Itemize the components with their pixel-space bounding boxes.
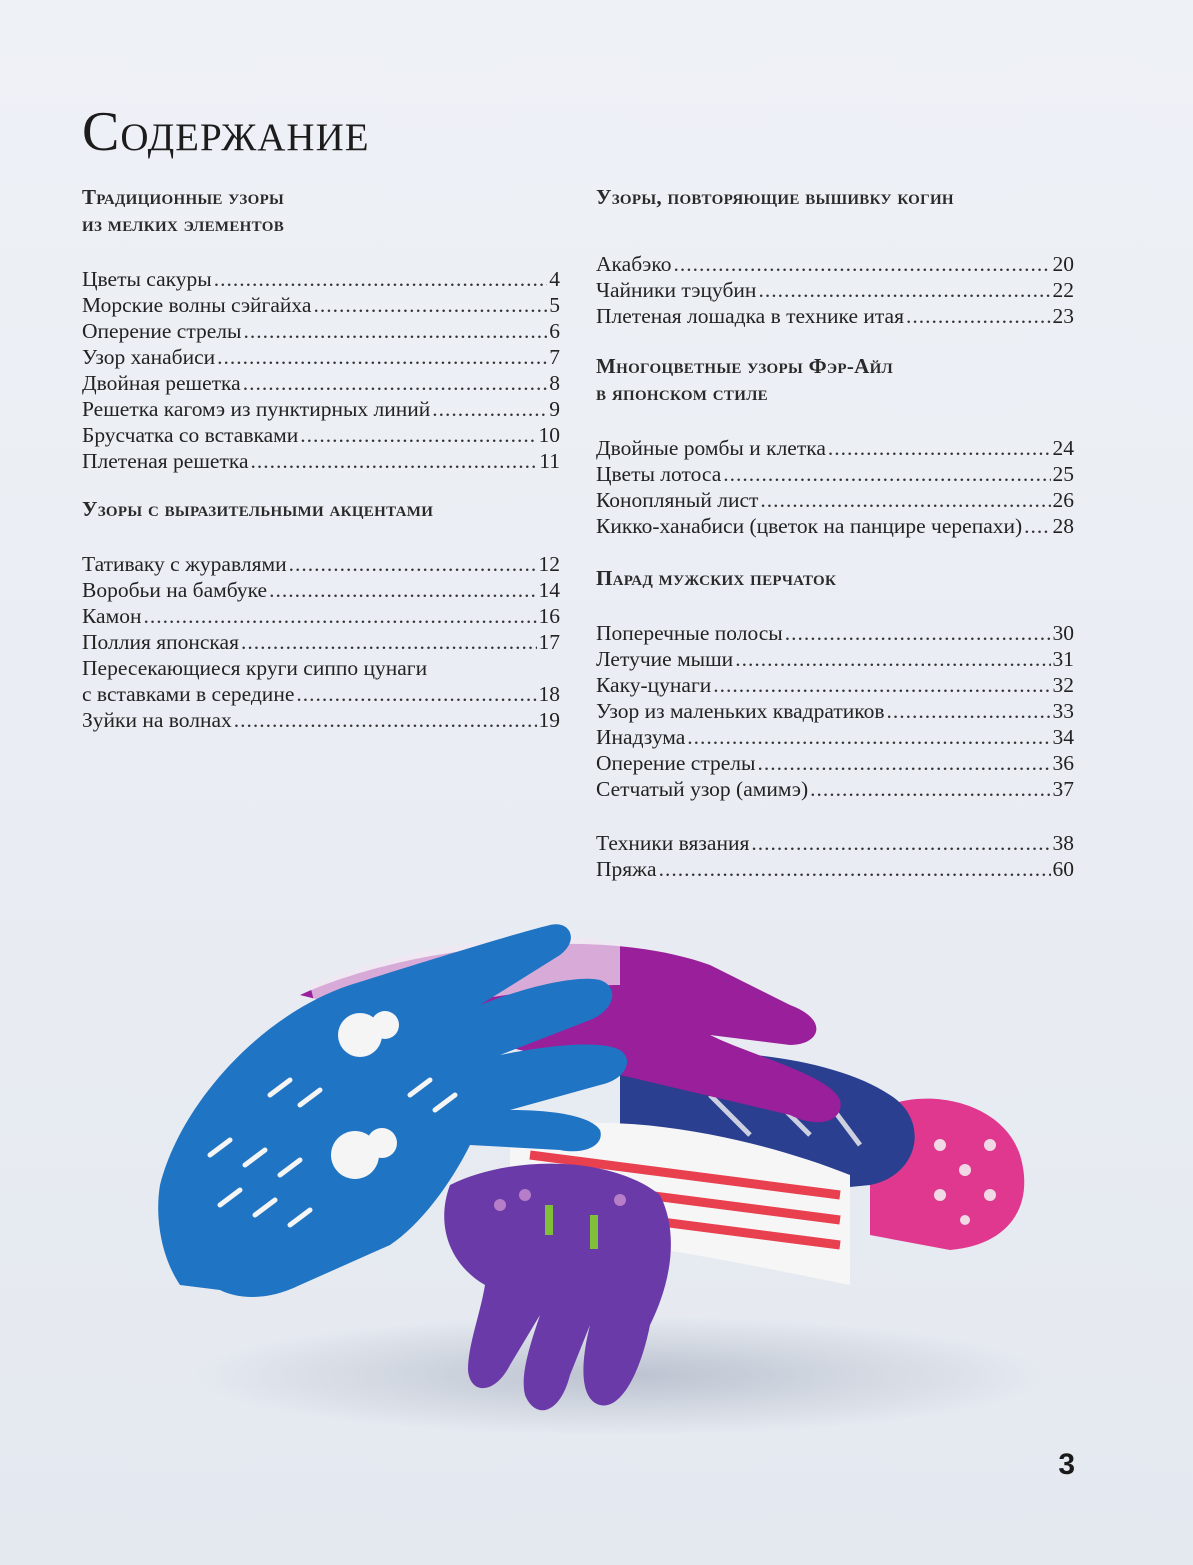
dot-leader <box>785 620 1051 646</box>
toc-entry-page: 17 <box>538 630 560 654</box>
section-heading-line: из мелких элементов <box>82 212 285 236</box>
toc-entry[interactable] <box>596 487 1074 513</box>
section-heading-line: Парад мужских перчаток <box>596 566 837 590</box>
toc-entry[interactable] <box>82 370 560 396</box>
toc-entry-label: Узор ханабиси <box>82 345 216 369</box>
toc-entry[interactable] <box>82 318 560 344</box>
toc-entry-label: Чайники тэцубин <box>596 278 757 302</box>
toc-entry-page: 23 <box>1052 304 1074 328</box>
toc-entry-page: 30 <box>1052 621 1074 645</box>
toc-entry-label: Конопляный лист <box>596 488 759 512</box>
dot-leader <box>751 830 1050 856</box>
toc-entry-page: 7 <box>549 345 560 369</box>
toc-entry[interactable] <box>82 603 560 629</box>
toc-entry-label: Кикко-ханабиси (цветок на панцире черепахи) <box>596 514 1023 538</box>
toc-right-column <box>596 184 1074 882</box>
dot-leader <box>828 435 1051 461</box>
section-heading <box>596 565 1074 592</box>
toc-entry-page: 12 <box>538 552 560 576</box>
page-number: 3 <box>1058 1448 1075 1481</box>
toc-entry-page: 24 <box>1052 436 1074 460</box>
toc-entry[interactable] <box>596 830 1074 856</box>
toc-entry-page: 14 <box>538 578 560 602</box>
toc-entry-page: 4 <box>549 267 560 291</box>
toc-entry-list <box>596 435 1074 539</box>
dot-leader <box>143 603 536 629</box>
toc-entry[interactable] <box>82 655 560 681</box>
toc-left-column <box>82 184 560 733</box>
toc-entry-page: 33 <box>1052 699 1074 723</box>
toc-entry[interactable] <box>82 344 560 370</box>
toc-entry-label: Брусчатка со вставками <box>82 423 299 447</box>
dot-leader <box>432 396 547 422</box>
toc-entry[interactable] <box>82 396 560 422</box>
toc-entry-label: Летучие мыши <box>596 647 734 671</box>
gloves-illustration <box>150 905 1040 1435</box>
toc-entry[interactable] <box>596 620 1074 646</box>
toc-entry-page: 11 <box>539 449 560 473</box>
toc-entry[interactable] <box>82 681 560 707</box>
toc-entry-page: 28 <box>1052 514 1074 538</box>
toc-entry-label: Двойная решетка <box>82 371 241 395</box>
toc-entry-list <box>596 620 1074 802</box>
dot-leader <box>243 318 547 344</box>
toc-entry-label: Оперение стрелы <box>596 751 756 775</box>
toc-entry-label: Цветы лотоса <box>596 462 722 486</box>
toc-entry[interactable] <box>82 448 560 474</box>
dot-leader <box>313 292 547 318</box>
toc-entry-page: 31 <box>1052 647 1074 671</box>
dot-leader <box>269 577 536 603</box>
toc-entry-label: Двойные ромбы и клетка <box>596 436 826 460</box>
dot-leader <box>234 707 537 733</box>
toc-entry[interactable] <box>596 750 1074 776</box>
toc-entry-page: 38 <box>1052 831 1074 855</box>
toc-entry[interactable] <box>596 776 1074 802</box>
toc-entry-label: Пересекающиеся круги сиппо цунаги <box>82 656 428 680</box>
toc-entry-page: 25 <box>1052 462 1074 486</box>
section-heading-line: Традиционные узоры <box>82 185 285 209</box>
toc-entry-label: с вставками в середине <box>82 682 295 706</box>
section-heading <box>82 184 560 238</box>
toc-entry-page: 22 <box>1052 278 1074 302</box>
toc-entry[interactable] <box>596 724 1074 750</box>
dot-leader <box>300 422 536 448</box>
section-heading <box>596 353 1074 407</box>
section-heading <box>596 184 1074 211</box>
toc-entry-label: Поперечные полосы <box>596 621 783 645</box>
toc-entry-page: 36 <box>1052 751 1074 775</box>
toc-entry-label: Акабэко <box>596 252 672 276</box>
dot-leader <box>214 266 548 292</box>
section-heading-line: Узоры, повторяющие вышивку когин <box>596 185 954 209</box>
toc-entry-page: 34 <box>1052 725 1074 749</box>
toc-entry-label: Зуйки на волнах <box>82 708 232 732</box>
dot-leader <box>723 461 1050 487</box>
toc-entry[interactable] <box>596 277 1074 303</box>
toc-entry[interactable] <box>596 435 1074 461</box>
toc-entry-label: Пряжа <box>596 857 657 881</box>
toc-entry-page: 60 <box>1052 857 1074 881</box>
section-heading <box>82 496 560 523</box>
toc-entry[interactable] <box>596 698 1074 724</box>
dot-leader <box>289 551 537 577</box>
toc-entry[interactable] <box>596 251 1074 277</box>
toc-entry-page: 10 <box>538 423 560 447</box>
toc-entry[interactable] <box>596 513 1074 539</box>
toc-entry-page: 18 <box>538 682 560 706</box>
toc-entry-label: Сетчатый узор (амимэ) <box>596 777 809 801</box>
toc-entry[interactable] <box>82 266 560 292</box>
toc-entry-page: 5 <box>549 293 560 317</box>
toc-entry-page: 16 <box>538 604 560 628</box>
page-title: Содержание <box>82 101 370 163</box>
toc-entry-page: 9 <box>549 397 560 421</box>
toc-entry-label: Оперение стрелы <box>82 319 242 343</box>
toc-entry-list <box>82 266 560 474</box>
section-heading-line: в японском стиле <box>596 381 768 405</box>
toc-entry[interactable] <box>82 577 560 603</box>
dot-leader <box>906 303 1051 329</box>
toc-entry-label: Плетеная лошадка в технике итая <box>596 304 904 328</box>
dot-leader <box>810 776 1050 802</box>
toc-entry[interactable] <box>596 461 1074 487</box>
toc-entry-page: 6 <box>549 319 560 343</box>
toc-entry[interactable] <box>596 303 1074 329</box>
toc-entry[interactable] <box>596 646 1074 672</box>
toc-entry-label: Воробьи на бамбуке <box>82 578 268 602</box>
toc-entry-list <box>596 251 1074 329</box>
toc-section-accents <box>82 496 560 733</box>
toc-entry[interactable] <box>596 856 1074 882</box>
toc-entry-page: 20 <box>1052 252 1074 276</box>
toc-entry-label: Каку-цунаги <box>596 673 712 697</box>
toc-entry-label: Цветы сакуры <box>82 267 212 291</box>
toc-entry[interactable] <box>82 422 560 448</box>
toc-entry-label: Решетка кагомэ из пунктирных линий <box>82 397 431 421</box>
dot-leader <box>296 681 536 707</box>
toc-entry[interactable] <box>82 707 560 733</box>
toc-section-kogin <box>596 184 1074 329</box>
toc-entry-page: 19 <box>538 708 560 732</box>
dot-leader <box>760 487 1050 513</box>
section-heading-line: Узоры с выразительными акцентами <box>82 497 434 521</box>
toc-section-mens-gloves <box>596 565 1074 802</box>
dot-leader <box>1024 513 1050 539</box>
toc-entry-page: 8 <box>549 371 560 395</box>
toc-entry-page: 32 <box>1052 673 1074 697</box>
dot-leader <box>757 750 1050 776</box>
toc-entry-label: Поллия японская <box>82 630 239 654</box>
toc-section-appendix <box>596 830 1074 882</box>
dot-leader <box>217 344 547 370</box>
toc-entry[interactable] <box>82 292 560 318</box>
dot-leader <box>758 277 1050 303</box>
toc-entry[interactable] <box>82 629 560 655</box>
dot-leader <box>687 724 1050 750</box>
toc-entry[interactable] <box>82 551 560 577</box>
toc-entry-label: Камон <box>82 604 142 628</box>
dot-leader <box>713 672 1050 698</box>
toc-entry[interactable] <box>596 672 1074 698</box>
dot-leader <box>673 251 1050 277</box>
toc-section-traditional <box>82 184 560 474</box>
dot-leader <box>659 856 1051 882</box>
dot-leader <box>887 698 1051 724</box>
section-heading-line: Многоцветные узоры Фэр-Айл <box>596 354 894 378</box>
toc-entry-label: Плетеная решетка <box>82 449 249 473</box>
toc-entry-label: Техники вязания <box>596 831 750 855</box>
toc-entry-label: Инадзума <box>596 725 686 749</box>
toc-entry-list <box>82 551 560 733</box>
dot-leader <box>241 629 537 655</box>
toc-section-fair-isle <box>596 353 1074 539</box>
toc-entry-list <box>596 830 1074 882</box>
toc-entry-page: 37 <box>1052 777 1074 801</box>
dot-leader <box>251 448 538 474</box>
toc-entry-label: Узор из маленьких квадратиков <box>596 699 885 723</box>
toc-entry-label: Морские волны сэйгайха <box>82 293 312 317</box>
toc-entry-page: 26 <box>1052 488 1074 512</box>
dot-leader <box>243 370 548 396</box>
dot-leader <box>735 646 1050 672</box>
toc-entry-label: Тативаку с журавлями <box>82 552 287 576</box>
